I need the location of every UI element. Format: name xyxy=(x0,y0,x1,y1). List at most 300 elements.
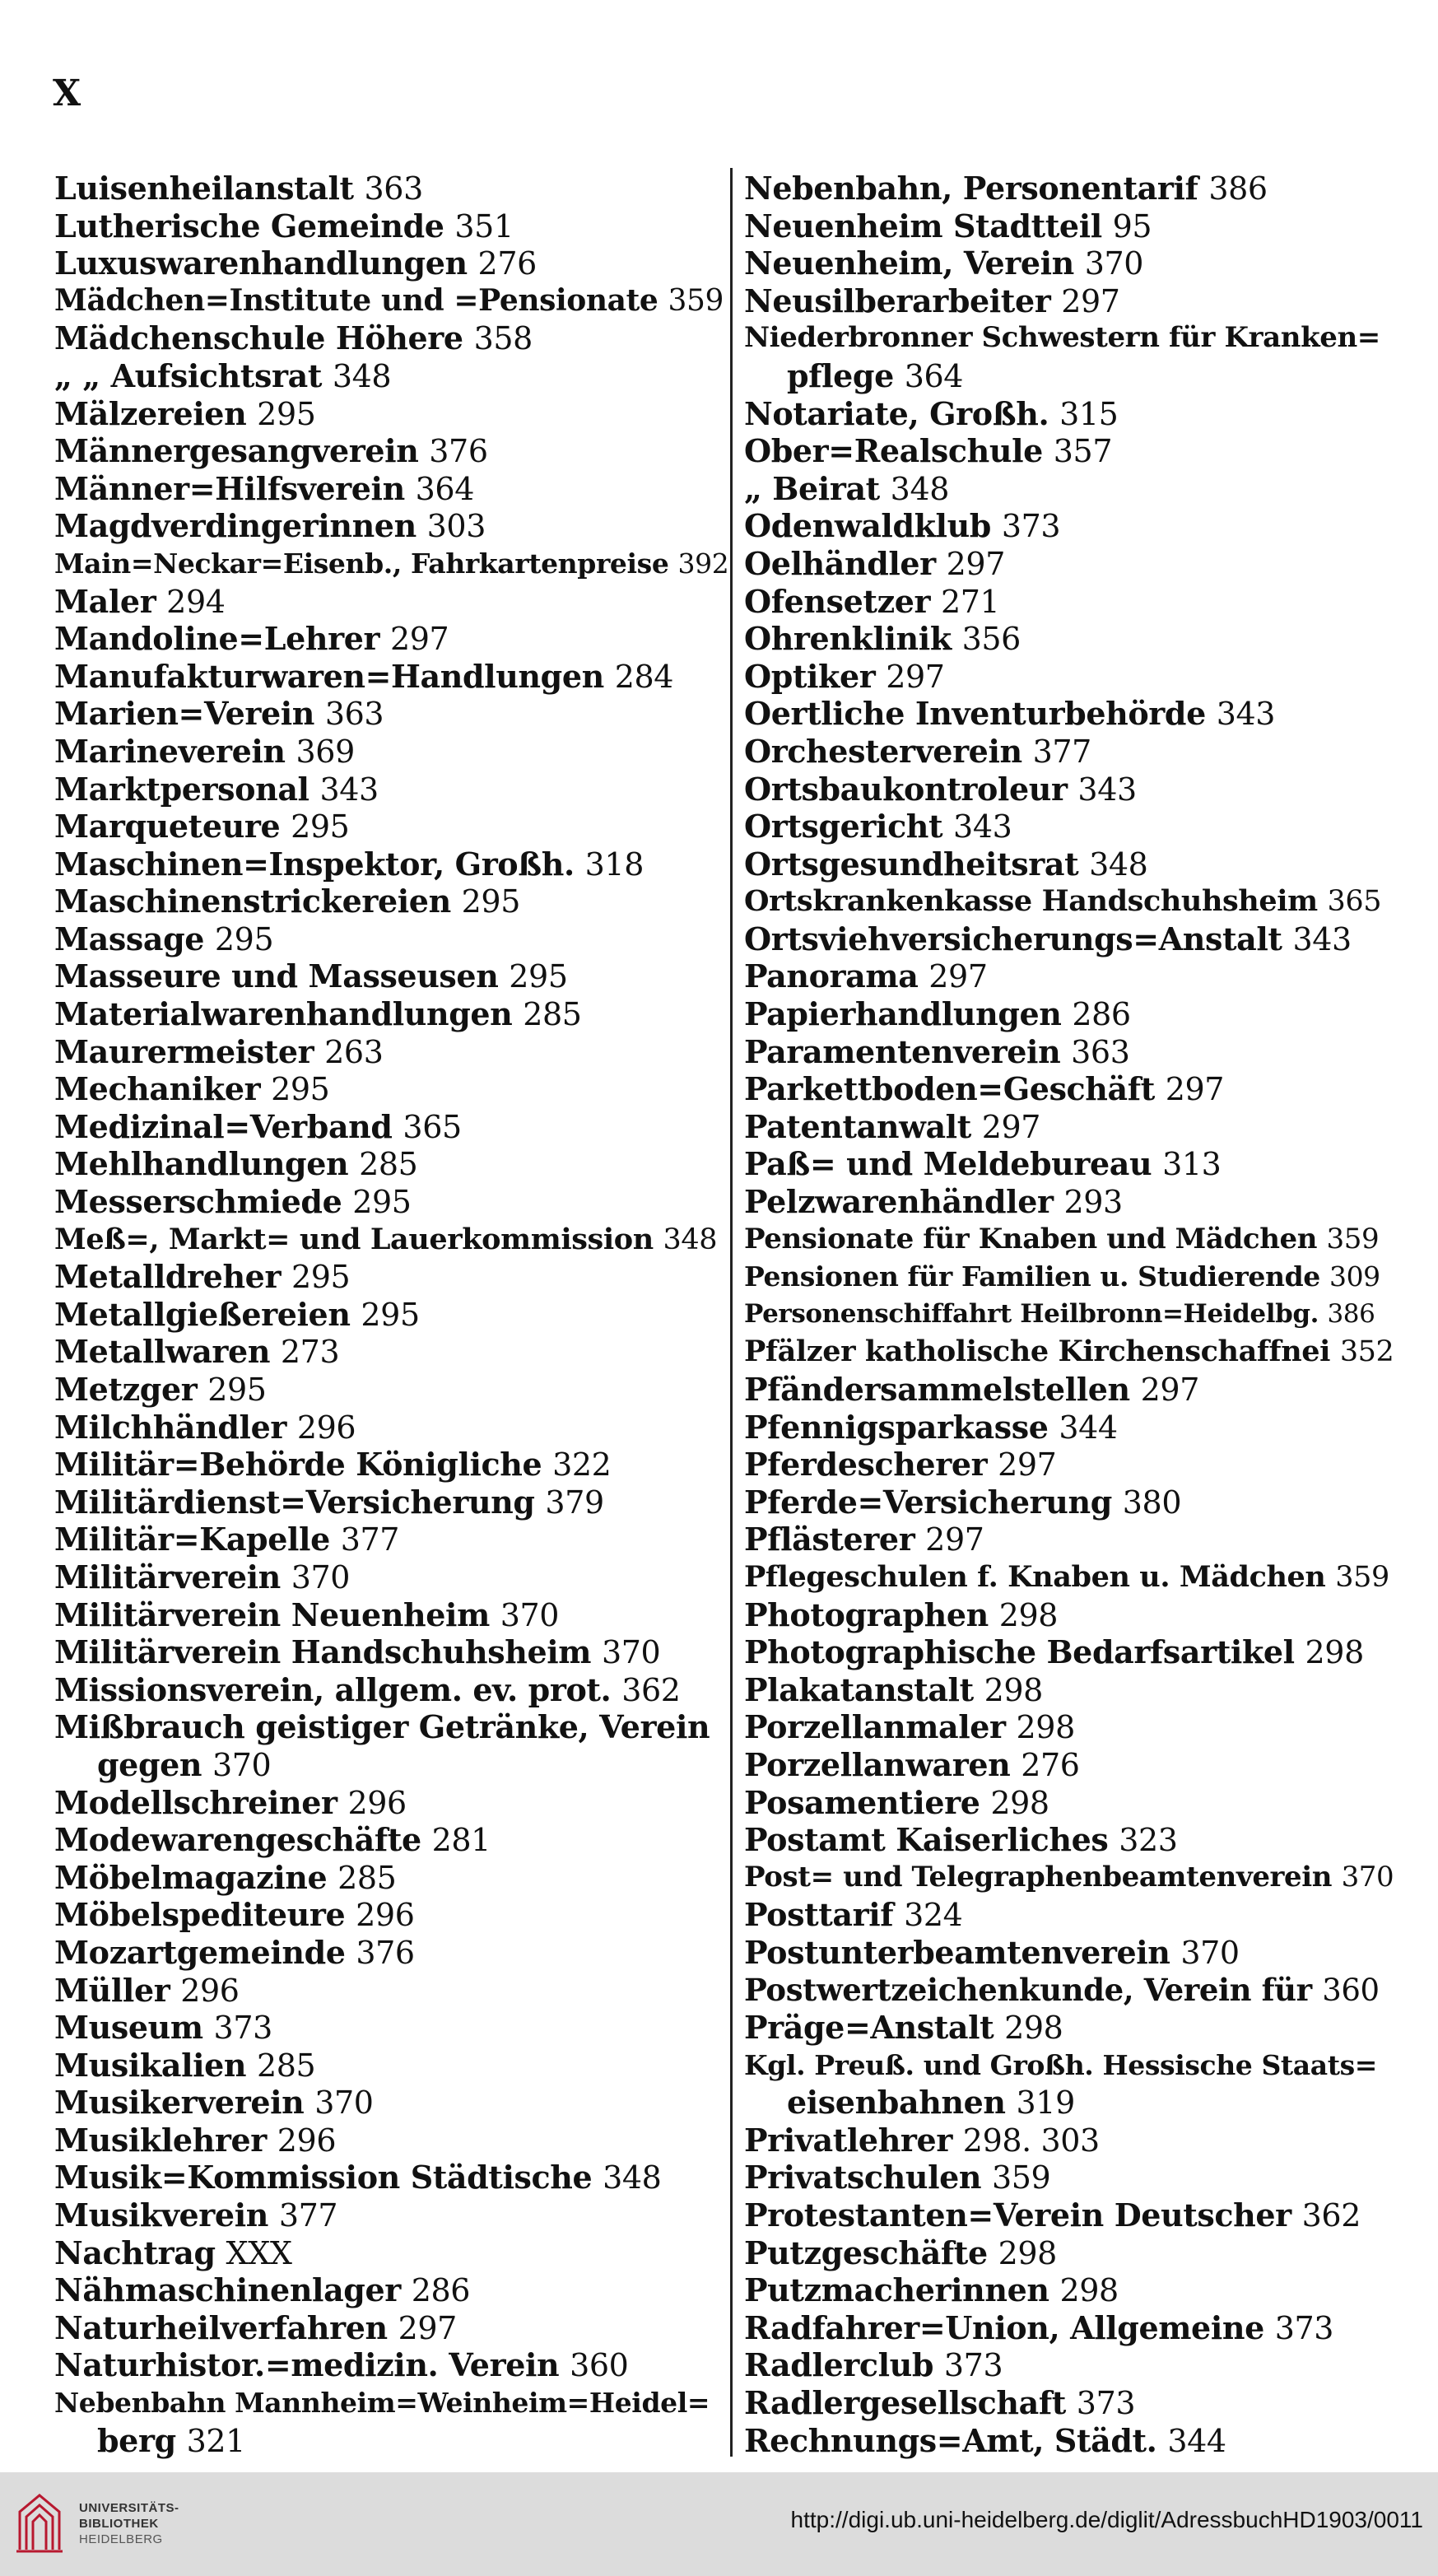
entry-page-number: 370 xyxy=(1180,1934,1240,1971)
library-logo-icon xyxy=(15,2489,64,2555)
entry-term: Musikverein xyxy=(54,2196,268,2234)
entry-page-number: 370 xyxy=(291,1558,351,1595)
entry-term: Pelzwarenhändler xyxy=(744,1183,1054,1221)
entry-term: Massage xyxy=(54,920,205,957)
index-entry xyxy=(744,1859,1394,1897)
entry-page-number: 363 xyxy=(324,696,384,733)
entry-page-number: 286 xyxy=(1072,996,1131,1033)
index-entry xyxy=(54,695,729,733)
index-entry xyxy=(54,2271,729,2309)
index-entry xyxy=(54,1409,729,1446)
index-entry xyxy=(54,432,729,470)
entry-page-number: 356 xyxy=(961,621,1021,658)
entry-term: Museum xyxy=(54,2009,203,2047)
index-entry xyxy=(744,1521,1394,1558)
entry-page-number: 295 xyxy=(271,1071,330,1108)
index-entry xyxy=(54,1859,729,1897)
index-entry xyxy=(744,1708,1394,1746)
entry-page-number: 296 xyxy=(296,1409,356,1446)
entry-term: Ohrenklinik xyxy=(744,620,952,658)
index-entry xyxy=(744,1972,1394,2010)
index-entry xyxy=(744,2196,1394,2234)
entry-page-number: 263 xyxy=(324,1033,384,1070)
index-entry xyxy=(744,2122,1394,2159)
index-entry xyxy=(54,1070,729,1108)
entry-page-number: 297 xyxy=(1061,282,1120,319)
index-entry xyxy=(744,1746,1394,1784)
entry-page-number: 348 xyxy=(663,1223,718,1256)
index-entry xyxy=(744,2234,1394,2272)
index-entry xyxy=(54,357,729,395)
entry-page-number: 363 xyxy=(1071,1033,1130,1070)
entry-page-number: 362 xyxy=(621,1671,681,1708)
entry-page-number: 324 xyxy=(904,1897,963,1934)
index-entry xyxy=(54,920,729,958)
index-column-left xyxy=(54,170,729,2459)
entry-page-number: 294 xyxy=(166,583,226,620)
index-entry xyxy=(744,2047,1394,2085)
entry-term: Privatlehrer xyxy=(744,2121,952,2159)
entry-page-number: 373 xyxy=(1274,2309,1334,2346)
entry-term: Materialwarenhandlungen xyxy=(54,995,513,1033)
entry-term: Pfälzer katholische Kirchenschaffnei xyxy=(744,1335,1331,1369)
entry-term: Porzellanmaler xyxy=(744,1708,1006,1746)
index-entry xyxy=(744,920,1394,958)
index-entry xyxy=(54,2122,729,2159)
index-entry xyxy=(54,245,729,282)
index-entry xyxy=(54,1145,729,1183)
entry-page-number: 359 xyxy=(991,2159,1051,2196)
index-entry xyxy=(744,2309,1394,2347)
index-entry xyxy=(744,583,1394,621)
entry-page-number: 348 xyxy=(332,357,392,394)
entry-page-number: 373 xyxy=(1076,2385,1136,2422)
entry-page-number: 321 xyxy=(186,2422,245,2459)
entry-term: Nebenbahn, Personentarif xyxy=(744,170,1198,207)
entry-term: Messerschmiede xyxy=(54,1183,342,1221)
index-entry xyxy=(744,1596,1394,1634)
entry-page-number: 362 xyxy=(1301,2197,1361,2234)
entry-term: Pensionen für Familien u. Studierende xyxy=(744,1260,1320,1293)
index-entry xyxy=(54,733,729,771)
entry-term: Mehlhandlungen xyxy=(54,1145,349,1183)
footer-bar xyxy=(0,2472,1438,2576)
entry-page-number: 365 xyxy=(1327,885,1382,919)
index-entry xyxy=(744,658,1394,696)
entry-page-number: 343 xyxy=(1292,920,1352,957)
index-entry xyxy=(54,545,729,583)
entry-page-number: 392 xyxy=(677,547,729,580)
entry-term: Möbelspediteure xyxy=(54,1896,346,1934)
entry-term: berg xyxy=(97,2421,176,2459)
entry-page-number: 343 xyxy=(319,771,379,808)
entry-page-number: 348 xyxy=(603,2159,662,2196)
entry-term: Nebenbahn Mannheim=Weinheim=Heidel= xyxy=(54,2387,710,2420)
entry-page-number: 370 xyxy=(314,2085,374,2122)
entry-page-number: 297 xyxy=(886,658,945,695)
entry-term: Parkettboden=Geschäft xyxy=(744,1070,1155,1108)
entry-page-number: 344 xyxy=(1167,2422,1226,2459)
entry-page-number: XXX xyxy=(226,2234,292,2271)
entry-page-number: 298. 303 xyxy=(962,2122,1100,2159)
index-entry xyxy=(744,2271,1394,2309)
entry-page-number: 297 xyxy=(398,2309,457,2346)
entry-page-number: 295 xyxy=(207,1372,267,1408)
index-entry xyxy=(744,1070,1394,1108)
library-name xyxy=(79,2500,179,2547)
entry-page-number: 318 xyxy=(584,845,644,883)
page-number: X xyxy=(53,72,81,114)
entry-term: Missionsverein, allgem. ev. prot. xyxy=(54,1670,612,1708)
index-entry xyxy=(54,1446,729,1484)
entry-term: Militärverein Handschuhsheim xyxy=(54,1633,592,1671)
entry-page-number: 348 xyxy=(1089,845,1148,883)
index-entry xyxy=(744,2422,1394,2460)
entry-page-number: 373 xyxy=(213,2010,272,2047)
entry-term: Nähmaschinenlager xyxy=(54,2271,401,2309)
entry-page-number: 303 xyxy=(426,508,486,545)
index-entry xyxy=(54,620,729,658)
entry-page-number: 296 xyxy=(347,1784,407,1821)
index-entry xyxy=(744,695,1394,733)
index-entry xyxy=(54,2422,729,2460)
index-entry xyxy=(54,1596,729,1634)
index-entry xyxy=(744,507,1394,545)
entry-term: Protestanten=Verein Deutscher xyxy=(744,2196,1291,2234)
index-entry xyxy=(54,2084,729,2122)
entry-page-number: 276 xyxy=(477,245,537,282)
entry-page-number: 370 xyxy=(212,1746,272,1783)
entry-page-number: 364 xyxy=(904,357,964,394)
entry-page-number: 344 xyxy=(1059,1409,1118,1446)
entry-term: Medizinal=Verband xyxy=(54,1107,393,1145)
entry-term: Oelhändler xyxy=(744,544,936,582)
entry-term: Metalldreher xyxy=(54,1258,282,1296)
entry-page-number: 380 xyxy=(1122,1484,1182,1521)
entry-page-number: 358 xyxy=(473,320,533,357)
entry-page-number: 297 xyxy=(998,1446,1057,1484)
index-entry xyxy=(744,395,1394,433)
entry-term: Militär=Kapelle xyxy=(54,1521,330,1558)
entry-page-number: 364 xyxy=(415,470,474,507)
entry-page-number: 376 xyxy=(429,433,488,470)
entry-page-number: 370 xyxy=(1341,1860,1394,1894)
entry-term: Putzgeschäfte xyxy=(744,2234,988,2271)
index-entry xyxy=(54,207,729,245)
index-column-right xyxy=(744,170,1394,2459)
entry-term: Lutherische Gemeinde xyxy=(54,207,444,245)
index-entry xyxy=(54,1784,729,1822)
index-entry xyxy=(744,1333,1394,1371)
index-entry xyxy=(744,2009,1394,2047)
entry-page-number: 370 xyxy=(500,1596,560,1633)
index-entry xyxy=(54,470,729,508)
library-name-line: UNIVERSITÄTS- xyxy=(79,2501,179,2515)
index-entry xyxy=(744,733,1394,771)
entry-term: Panorama xyxy=(744,957,919,995)
entry-term: Privatschulen xyxy=(744,2159,982,2196)
entry-term: Müller xyxy=(54,1971,170,2009)
entry-page-number: 315 xyxy=(1059,395,1119,432)
entry-term: Pferdescherer xyxy=(744,1446,988,1484)
entry-page-number: 369 xyxy=(296,733,355,770)
entry-page-number: 322 xyxy=(552,1446,612,1484)
entry-page-number: 377 xyxy=(1032,733,1091,770)
entry-term: Niederbronner Schwestern für Kranken= xyxy=(744,321,1380,355)
entry-term: Militärdienst=Versicherung xyxy=(54,1483,535,1521)
entry-term: Radfahrer=Union, Allgemeine xyxy=(744,2308,1264,2346)
index-entry xyxy=(54,395,729,433)
entry-term: Modewarengeschäfte xyxy=(54,1821,421,1859)
index-entry xyxy=(54,1934,729,1972)
entry-page-number: 297 xyxy=(1165,1071,1225,1108)
entry-term: Metzger xyxy=(54,1371,198,1408)
index-entry xyxy=(744,545,1394,583)
index-entry xyxy=(744,245,1394,282)
entry-term: Maler xyxy=(54,582,156,620)
library-name-line: HEIDELBERG xyxy=(79,2532,163,2546)
entry-term: Postamt Kaiserliches xyxy=(744,1821,1109,1859)
entry-page-number: 295 xyxy=(361,1296,420,1333)
entry-term: Mandoline=Lehrer xyxy=(54,620,380,658)
index-entry xyxy=(744,771,1394,808)
entry-term: Maschinen=Inspektor, Großh. xyxy=(54,845,575,883)
entry-term: Marien=Verein xyxy=(54,695,315,733)
index-entry xyxy=(744,2159,1394,2196)
entry-term: Naturhistor.=medizin. Verein xyxy=(54,2346,560,2384)
index-entry xyxy=(54,1746,729,1784)
index-entry xyxy=(744,1108,1394,1146)
column-divider xyxy=(730,168,733,2457)
entry-term: Meß=, Markt= und Lauerkommission xyxy=(54,1222,654,1256)
index-entry xyxy=(54,771,729,808)
index-entry xyxy=(54,1108,729,1146)
entry-page-number: 376 xyxy=(356,1934,415,1971)
entry-term: Postwertzeichenkunde, Verein für xyxy=(744,1971,1312,2008)
index-entry xyxy=(744,1183,1394,1221)
entry-page-number: 373 xyxy=(1001,508,1061,545)
entry-term: Ortsgericht xyxy=(744,808,943,845)
entry-page-number: 359 xyxy=(668,283,724,318)
index-entry xyxy=(744,1558,1394,1596)
entry-term: Orchesterverein xyxy=(744,732,1022,770)
entry-term: Oertliche Inventurbehörde xyxy=(744,695,1206,733)
entry-page-number: 297 xyxy=(981,1108,1041,1145)
entry-term: Neuenheim, Verein xyxy=(744,245,1074,282)
entry-term: Masseure und Masseusen xyxy=(54,957,499,995)
entry-page-number: 298 xyxy=(1059,2272,1119,2309)
entry-term: Posttarif xyxy=(744,1896,894,1934)
entry-term: Ortsbaukontroleur xyxy=(744,770,1068,808)
entry-term: Militärverein Neuenheim xyxy=(54,1595,490,1633)
entry-page-number: 313 xyxy=(1162,1146,1222,1183)
index-entry xyxy=(744,1145,1394,1183)
entry-page-number: 285 xyxy=(257,2047,316,2084)
entry-page-number: 365 xyxy=(403,1108,462,1145)
index-entry xyxy=(54,583,729,621)
entry-page-number: 285 xyxy=(337,1859,397,1896)
index-entry xyxy=(744,1258,1394,1296)
permalink-url[interactable]: http://digi.ub.uni-heidelberg.de/diglit/AdressbuchHD1903/0011 xyxy=(790,2507,1423,2532)
entry-term: Odenwaldklub xyxy=(744,507,991,545)
entry-page-number: 298 xyxy=(1305,1634,1364,1671)
index-entry xyxy=(54,1521,729,1558)
entry-page-number: 370 xyxy=(601,1634,661,1671)
entry-term: Radlergesellschaft xyxy=(744,2384,1066,2422)
entry-term: Putzmacherinnen xyxy=(744,2271,1049,2309)
index-entry xyxy=(54,319,729,357)
entry-term: Präge=Anstalt xyxy=(744,2009,994,2047)
entry-page-number: 352 xyxy=(1339,1335,1394,1369)
entry-term: Patentanwalt xyxy=(744,1107,971,1145)
index-entry xyxy=(744,2384,1394,2422)
index-entry xyxy=(744,1671,1394,1709)
entry-page-number: 298 xyxy=(1004,2010,1063,2047)
index-entry xyxy=(744,1896,1394,1934)
entry-page-number: 295 xyxy=(291,808,350,845)
entry-page-number: 386 xyxy=(1327,1298,1375,1329)
entry-term: Ortsgesundheitsrat xyxy=(744,845,1079,883)
index-entry xyxy=(54,1296,729,1334)
index-entry xyxy=(54,2234,729,2272)
entry-term: „ Beirat xyxy=(744,469,880,507)
entry-page-number: 363 xyxy=(364,170,423,207)
entry-page-number: 297 xyxy=(928,958,988,995)
entry-term: Pfennigsparkasse xyxy=(744,1408,1049,1446)
entry-page-number: 298 xyxy=(998,1596,1059,1633)
entry-page-number: 357 xyxy=(1053,433,1113,470)
index-entry xyxy=(54,2159,729,2196)
entry-term: Luxuswarenhandlungen xyxy=(54,245,468,282)
entry-term: Ofensetzer xyxy=(744,582,931,620)
entry-page-number: 296 xyxy=(356,1897,415,1934)
index-entry xyxy=(744,845,1394,883)
index-entry xyxy=(744,957,1394,995)
index-entry xyxy=(744,432,1394,470)
index-entry xyxy=(54,1333,729,1371)
entry-page-number: 377 xyxy=(278,2197,338,2234)
entry-term: Mälzereien xyxy=(54,394,247,432)
entry-page-number: 285 xyxy=(523,996,582,1033)
entry-term: Männer=Hilfsverein xyxy=(54,469,405,507)
index-entry xyxy=(744,1446,1394,1484)
index-entry xyxy=(744,1784,1394,1822)
entry-term: Manufakturwaren=Handlungen xyxy=(54,657,604,695)
entry-page-number: 276 xyxy=(1021,1746,1080,1783)
entry-term: Pferde=Versicherung xyxy=(744,1483,1112,1521)
entry-page-number: 298 xyxy=(990,1784,1049,1821)
entry-term: Nachtrag xyxy=(54,2234,216,2271)
entry-term: Radlerclub xyxy=(744,2346,934,2384)
entry-page-number: 319 xyxy=(1016,2085,1075,2122)
index-entry xyxy=(54,2047,729,2085)
index-entry xyxy=(54,1708,729,1746)
entry-page-number: 377 xyxy=(340,1521,400,1558)
entry-term: Pensionate für Knaben und Mädchen xyxy=(744,1222,1318,1255)
entry-page-number: 271 xyxy=(941,583,1000,620)
entry-term: Marktpersonal xyxy=(54,770,309,808)
entry-term: Kgl. Preuß. und Großh. Hessische Staats= xyxy=(744,2048,1378,2081)
index-entry xyxy=(54,883,729,920)
entry-term: Luisenheilanstalt xyxy=(54,170,354,207)
entry-page-number: 295 xyxy=(257,395,316,432)
entry-page-number: 285 xyxy=(359,1146,418,1183)
index-entry xyxy=(744,207,1394,245)
index-entry xyxy=(54,2196,729,2234)
index-entry xyxy=(54,1033,729,1071)
entry-term: Mädchen=Institute und =Pensionate xyxy=(54,282,659,318)
entry-term: gegen xyxy=(97,1745,202,1783)
entry-page-number: 286 xyxy=(411,2272,471,2309)
entry-page-number: 297 xyxy=(946,545,1005,582)
index-entry xyxy=(54,2309,729,2347)
library-name-line: BIBLIOTHEK xyxy=(79,2517,159,2531)
index-entry xyxy=(744,808,1394,845)
index-entry xyxy=(744,1409,1394,1446)
entry-page-number: 296 xyxy=(277,2122,337,2159)
entry-page-number: 293 xyxy=(1063,1184,1123,1221)
index-entry xyxy=(54,170,729,207)
index-entry xyxy=(54,507,729,545)
entry-term: Pflästerer xyxy=(744,1521,915,1558)
entry-term: Marineverein xyxy=(54,732,286,770)
index-entry xyxy=(54,1258,729,1296)
index-entry xyxy=(54,957,729,995)
index-entry xyxy=(744,1221,1394,1259)
entry-page-number: 373 xyxy=(943,2347,1003,2384)
entry-term: Musiklehrer xyxy=(54,2121,267,2159)
index-entry xyxy=(744,170,1394,207)
entry-page-number: 359 xyxy=(1335,1560,1389,1594)
entry-page-number: 284 xyxy=(614,658,674,695)
entry-term: Pflegeschulen f. Knaben u. Mädchen xyxy=(744,1559,1326,1594)
entry-term: Militär=Behörde Königliche xyxy=(54,1446,542,1484)
entry-term: Mißbrauch geistiger Getränke, Verein xyxy=(54,1708,710,1746)
index-entry xyxy=(744,470,1394,508)
index-entry xyxy=(744,1934,1394,1972)
entry-term: Musik=Kommission Städtische xyxy=(54,2159,593,2196)
index-entry xyxy=(744,2084,1394,2122)
entry-term: Männergesangverein xyxy=(54,432,419,470)
entry-term: eisenbahnen xyxy=(787,2084,1006,2122)
index-entry xyxy=(54,1558,729,1596)
entry-page-number: 295 xyxy=(352,1184,412,1221)
entry-page-number: 295 xyxy=(461,883,520,920)
index-entry xyxy=(744,1633,1394,1671)
entry-page-number: 295 xyxy=(509,958,568,995)
entry-page-number: 360 xyxy=(570,2347,629,2384)
entry-term: Neusilberarbeiter xyxy=(744,282,1051,319)
index-entry xyxy=(54,1371,729,1409)
entry-term: pflege xyxy=(787,356,894,394)
index-entry xyxy=(54,1671,729,1709)
index-entry xyxy=(54,1484,729,1521)
entry-term: Metallwaren xyxy=(54,1333,271,1371)
index-entry xyxy=(54,2009,729,2047)
index-entry xyxy=(54,2346,729,2384)
entry-page-number: 297 xyxy=(1140,1372,1199,1408)
entry-page-number: 295 xyxy=(291,1259,351,1296)
index-entry xyxy=(54,845,729,883)
entry-term: Musikalien xyxy=(54,2046,247,2084)
index-entry xyxy=(744,1296,1394,1334)
entry-page-number: 370 xyxy=(1084,245,1144,282)
entry-term: Möbelmagazine xyxy=(54,1858,328,1896)
index-entry xyxy=(744,2346,1394,2384)
index-entry xyxy=(744,1033,1394,1071)
entry-term: Postunterbeamtenverein xyxy=(744,1933,1170,1971)
index-entry xyxy=(54,1633,729,1671)
